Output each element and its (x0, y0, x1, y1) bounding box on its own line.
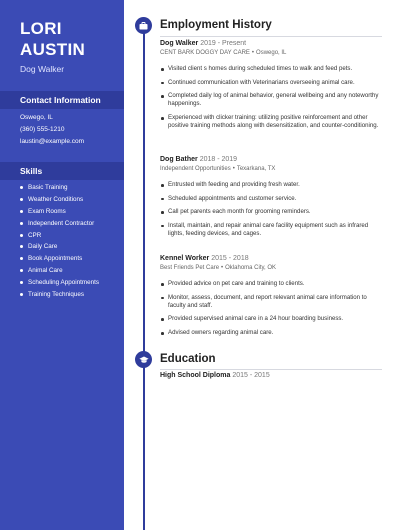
job-bullet: Advised owners regarding animal care. (160, 329, 382, 337)
job-entry-title: Dog Bather (160, 156, 198, 163)
skill-item: Training Techniques (20, 290, 99, 302)
job-entry-bullets (160, 65, 382, 130)
skill-item: Scheduling Appointments (20, 278, 99, 290)
timeline-line (143, 28, 145, 530)
job-entry-employer: Best Friends Pet Care (160, 265, 220, 271)
skill-item: CPR (20, 231, 99, 243)
skill-item: Independent Contractor (20, 219, 99, 231)
job-entry-employer: CENT BARK DOGGY DAY CARE (160, 50, 250, 56)
employment-heading: Employment History (160, 19, 272, 31)
contact-email[interactable]: laustin@example.com (20, 138, 85, 145)
skill-item: Book Appointments (20, 254, 99, 266)
contact-location: Oswego, IL (20, 114, 53, 121)
job-bullet: Provided supervised animal care in a 24 hour boarding business. (160, 315, 382, 323)
job-entry-dates: 2018 - 2019 (199, 156, 238, 163)
education-degree: High School Diploma (160, 372, 231, 379)
job-entry-location: Oswego, IL (256, 50, 287, 56)
job-entry: Dog Walker 2019 - Present CENT BARK DOGGY DAY CARE • Oswego, IL Visited client s homes during scheduled times to walk and feed pets. Continued communication with Veterinarians overseeing animal care. Completed daily log of animal behavior, general wellbeing and any noteworthy happenings. Experienced with clicker training: utilizing positive reinforcement and other positive training methods along with desensitization, and counter-conditioning. (160, 39, 382, 136)
candidate-name (20, 18, 85, 60)
briefcase-icon (135, 17, 152, 34)
job-entry-bullets (160, 181, 382, 238)
skills-section-header (0, 162, 124, 180)
sidebar (0, 0, 124, 530)
skill-item: Daily Care (20, 242, 99, 254)
last-name: AUSTIN (20, 40, 86, 59)
job-bullet: Install, maintain, and repair animal care facility equipment such as infrared lights, feeding devices, and cages. (160, 222, 382, 238)
job-entry-employer: Independent Opportunities (160, 166, 231, 172)
job-bullet: Monitor, assess, document, and report relevant animal care information to faculty and staff. (160, 294, 382, 310)
skills-heading: Skills (20, 166, 43, 176)
job-entry-bullets (160, 280, 382, 337)
skills-list (20, 183, 99, 302)
education-dates: 2015 - 2015 (232, 372, 270, 379)
job-entry: Dog Bather 2018 - 2019 Independent Opportunities • Texarkana, TX Entrusted with feeding and providing fresh water. Scheduled appointments and customer service. Call pet parents each month for grooming reminders. Install, maintain, and repair animal care facility equipment such as infrared lights, feeding devices, and cages. (160, 155, 382, 244)
job-title: Dog Walker (20, 64, 65, 74)
employment-divider (160, 36, 382, 37)
job-entry-location: Texarkana, TX (236, 166, 276, 172)
job-entry-location: Oklahoma City, OK (225, 265, 277, 271)
education-entry (160, 372, 270, 379)
job-bullet: Visited client s homes during scheduled times to walk and feed pets. (160, 65, 382, 73)
job-bullet: Entrusted with feeding and providing fresh water. (160, 181, 382, 189)
job-entry-title: Dog Walker (160, 40, 199, 47)
job-bullet: Call pet parents each month for grooming reminders. (160, 208, 382, 216)
first-name: LORI (20, 19, 62, 38)
graduation-cap-icon (135, 351, 152, 368)
job-entry-dates: 2015 - 2018 (211, 255, 249, 262)
skill-item: Basic Training (20, 183, 99, 195)
job-entry: Kennel Worker 2015 - 2018 Best Friends Pet Care • Oklahoma City, OK Provided advice on pet care and training to clients. Monitor, assess, document, and report relevant animal care information to faculty and staff. Provided supervised animal care in a 24 hour boarding business. Advised owners regarding animal care. (160, 254, 382, 343)
education-heading: Education (160, 353, 216, 365)
skill-item: Weather Conditions (20, 195, 99, 207)
job-bullet: Completed daily log of animal behavior, general wellbeing and any noteworthy happenings. (160, 92, 382, 108)
job-bullet: Provided advice on pet care and training to clients. (160, 280, 382, 288)
skill-item: Exam Rooms (20, 207, 99, 219)
job-bullet: Continued communication with Veterinarians overseeing animal care. (160, 79, 382, 87)
contact-heading: Contact Information (20, 95, 101, 105)
job-bullet: Experienced with clicker training: utilizing positive reinforcement and other positive training methods along with desensitization, and counter-conditioning. (160, 114, 382, 130)
education-divider (160, 369, 382, 370)
contact-section-header (0, 91, 124, 109)
job-entry-dates: 2019 - Present (200, 40, 247, 47)
job-bullet: Scheduled appointments and customer service. (160, 195, 382, 203)
job-entry-title: Kennel Worker (160, 255, 210, 262)
contact-phone: (360) 555-1210 (20, 126, 65, 133)
skill-item: Animal Care (20, 266, 99, 278)
